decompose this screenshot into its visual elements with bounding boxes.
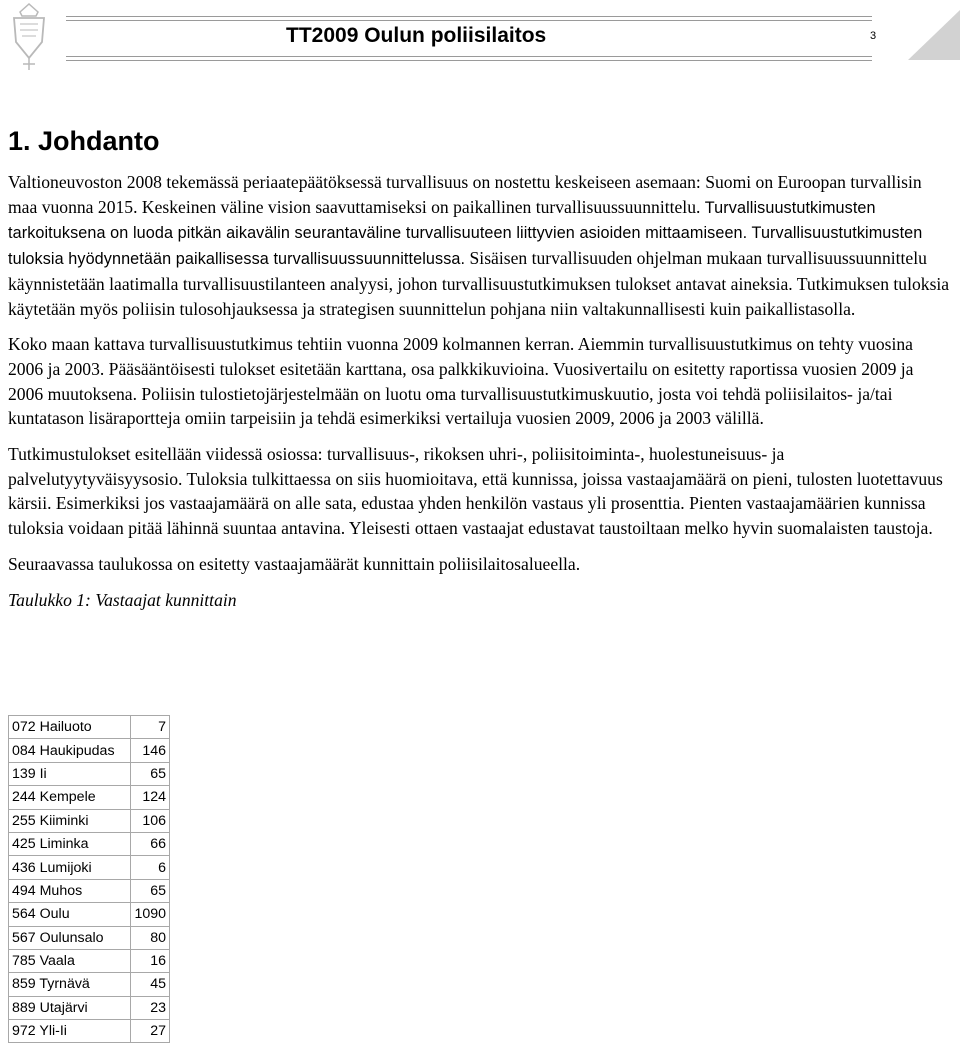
respondent-count: 1090 (131, 903, 170, 926)
table-row (9, 973, 170, 996)
paragraph-1-part-b: Turvallisuustutkimusten tarkoituksena on luoda pitkän aikavälin seurantaväline turvallisuuteen liittyvien asioiden mittaamiseen. Turvallisuustutkimusten tuloksia hyödynnetään paikallisessa turvallisuussuunnittelussa. (8, 198, 923, 269)
respondent-count: 45 (131, 973, 170, 996)
table-row (9, 716, 170, 739)
respondent-count: 65 (131, 762, 170, 785)
header-title: TT2009 Oulun poliisilaitos (286, 24, 547, 47)
municipality-name: 084 Haukipudas (9, 739, 131, 762)
header-rule-bottom-2 (66, 60, 872, 61)
municipality-name: 889 Utajärvi (9, 996, 131, 1019)
respondents-table (8, 715, 170, 1043)
municipality-name: 567 Oulunsalo (9, 926, 131, 949)
respondent-count: 80 (131, 926, 170, 949)
header-rule-bottom (66, 56, 872, 57)
table-row (9, 879, 170, 902)
municipality-name: 436 Lumijoki (9, 856, 131, 879)
table-caption: Taulukko 1: Vastaajat kunnittain (8, 589, 237, 610)
table-row (9, 856, 170, 879)
municipality-name: 494 Muhos (9, 879, 131, 902)
respondent-count: 65 (131, 879, 170, 902)
municipality-name: 072 Hailuoto (9, 716, 131, 739)
header-rule-top (66, 16, 872, 17)
municipality-name: 139 Ii (9, 762, 131, 785)
table-row (9, 786, 170, 809)
paragraph-1 (8, 170, 952, 321)
page-header (0, 0, 960, 70)
municipality-name: 255 Kiiminki (9, 809, 131, 832)
table-row (9, 739, 170, 762)
paragraph-1-part-a: Valtioneuvoston 2008 tekemässä periaatepäätöksessä turvallisuus on nostettu keskeiseen asemaan: Suomi on Euroopan turvallisin maa vuonna 2015. Keskeinen väline vision saavuttamiseksi on paikallinen turvallisuussuunnittelu. (8, 172, 922, 217)
table-row (9, 926, 170, 949)
page-corner-decoration (868, 10, 960, 60)
respondent-count: 66 (131, 832, 170, 855)
police-badge-icon (8, 2, 50, 72)
paragraph-3: Tutkimustulokset esitellään viidessä osiossa: turvallisuus-, rikoksen uhri-, poliisitoiminta-, huolestuneisuus- ja palvelutyytyväisyysosio. Tuloksia tulkittaessa on siis huomioitava, että kunnissa, joissa vastaajamäärä on pieni, tulosten luotettavuus kärsii. Esimerkiksi jos vastaajamäärä on alle sata, edustaa yhden henkilön vastaus yli prosenttia. Pienten vastaajamäärien kunnissa tuloksia voidaan pitää lähinnä suuntaa antavina. Yleisesti ottaen vastaajat edustavat taustoiltaan melko hyvin suomalaisten taustoja. (8, 444, 943, 539)
municipality-name: 425 Liminka (9, 832, 131, 855)
table-row (9, 996, 170, 1019)
municipality-name: 785 Vaala (9, 949, 131, 972)
paragraph-2: Koko maan kattava turvallisuustutkimus tehtiin vuonna 2009 kolmannen kerran. Aiemmin turvallisuustutkimus on tehty vuosina 2006 ja 2003. Pääsääntöisesti tulokset esitetään karttana, osa palkkikuvioina. Vuosivertailu on esitetty raportissa vuosien 2009 ja 2006 muutoksena. Poliisin tulostietojärjestelmään on luotu oma turvallisuustutkimuskuutio, josta voi tehdä poliisilaitos- ja/tai kuntatason lisäraportteja omiin tarpeisiin ja tehdä esimerkiksi vertailuja vuosien 2009, 2006 ja 2003 välillä. (8, 334, 914, 429)
respondent-count: 146 (131, 739, 170, 762)
table-row (9, 832, 170, 855)
respondent-count: 23 (131, 996, 170, 1019)
municipality-name: 564 Oulu (9, 903, 131, 926)
table-row (9, 762, 170, 785)
table-row (9, 949, 170, 972)
section-heading: 1. Johdanto (8, 126, 160, 156)
table-row (9, 903, 170, 926)
municipality-name: 859 Tyrnävä (9, 973, 131, 996)
respondent-count: 106 (131, 809, 170, 832)
table-row (9, 809, 170, 832)
respondent-count: 124 (131, 786, 170, 809)
paragraph-1-part-c: Sisäisen turvallisuuden ohjelman mukaan turvallisuussuunnittelu käynnistetään laatimalla turvallisuustilanteen analyysi, johon turvallisuustutkimuksen tulokset antavat aineksia. Tutkimuksen tuloksia käytetään myös poliisin tulosohjauksessa ja strategisen suunnittelun pohjana niin valtakunnallisesti kuin paikallistasolla. (8, 248, 950, 319)
respondent-count: 6 (131, 856, 170, 879)
municipality-name: 972 Yli-Ii (9, 1020, 131, 1043)
body-text (8, 170, 952, 623)
paragraph-4: Seuraavassa taulukossa on esitetty vastaajamäärät kunnittain poliisilaitosalueella. (8, 553, 581, 574)
header-rule-top-2 (66, 20, 872, 21)
respondent-count: 7 (131, 716, 170, 739)
respondent-count: 16 (131, 949, 170, 972)
municipality-name: 244 Kempele (9, 786, 131, 809)
respondent-count: 27 (131, 1020, 170, 1043)
table-row (9, 1020, 170, 1043)
page-number: 3 (870, 30, 877, 42)
